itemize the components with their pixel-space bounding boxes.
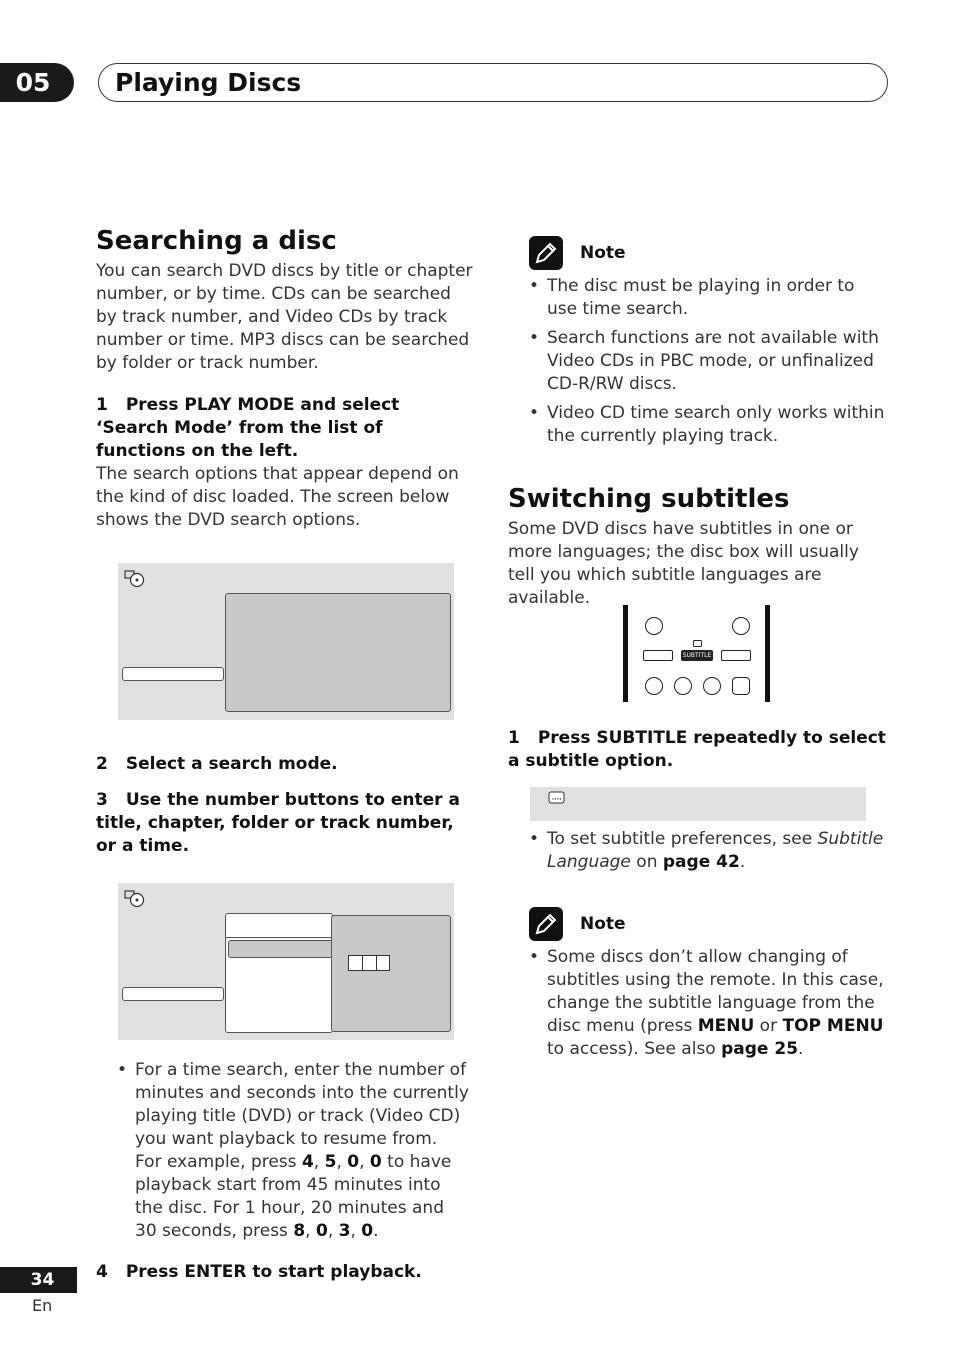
remote-edge (765, 605, 770, 702)
key-digit: 5 (324, 1152, 337, 1172)
disc-icon (124, 570, 146, 588)
menu-reference: Subtitle Language (547, 829, 884, 872)
search-entry-screen (118, 883, 454, 1040)
remote-edge (623, 605, 628, 702)
step-text: Select a search mode. (125, 754, 338, 774)
step-1-searching (96, 394, 474, 463)
subtitles-intro: Some DVD discs have subtitles in one or more languages; the disc box will usually tell you which subtitle languages are available. (508, 519, 859, 608)
remote-button (674, 677, 692, 695)
searching-intro: You can search DVD discs by title or chapter number, or by time. CDs can be searched by track number, and Video CDs by track number or time. MP3 discs can be searched by folder or track number. (96, 261, 473, 373)
bullet-text: on (630, 852, 663, 872)
list-item: • The disc must be playing in order to use time search. (529, 275, 889, 321)
search-mode-menu-item[interactable] (122, 987, 224, 1001)
subtitle-button[interactable]: SUBTITLE (682, 652, 712, 659)
list-item: • Video CD time search only works within the currently playing track. (529, 402, 889, 448)
remote-button (732, 617, 750, 635)
page-reference[interactable]: page 25 (721, 1039, 799, 1059)
key-digit: 0 (369, 1152, 382, 1172)
step-number: 4 (96, 1262, 108, 1282)
bullet-text: Some discs don’t allow changing of subtitles using the remote. In this case, change the subtitle language from the disc menu (press (547, 947, 884, 1036)
bullet-text: to have playback start from 45 minutes into the disc. For 1 hour, 20 minutes and 30 seconds, press (135, 1152, 452, 1241)
step-1-body: The search options that appear depend on the kind of disc loaded. The screen below shows the DVD search options. (96, 464, 459, 530)
step-1-subtitles (508, 727, 888, 773)
subtitle-icon (548, 791, 566, 805)
disc-icon (124, 890, 146, 908)
box-divider (376, 956, 377, 970)
selected-search-type[interactable] (228, 940, 333, 958)
separator: , (336, 1152, 348, 1172)
note-icon (529, 907, 563, 941)
subtitle-display-bar (530, 787, 866, 821)
step-2-searching (96, 753, 338, 776)
separator: , (350, 1221, 362, 1241)
step-number: 3 (96, 790, 108, 810)
note-2-list (529, 946, 889, 1061)
number-entry-boxes[interactable] (348, 955, 390, 971)
key-digit: 0 (315, 1221, 328, 1241)
remote-button (721, 650, 751, 661)
bullet-end: . (373, 1221, 379, 1241)
search-entry-panel (331, 915, 451, 1032)
subtitle-icon (693, 640, 703, 648)
key-name: MENU (697, 1016, 755, 1036)
search-mode-screen (118, 563, 454, 720)
search-type-list (225, 913, 333, 1033)
remote-button (732, 677, 750, 695)
bullet-text: or (754, 1016, 783, 1036)
step-number: 1 (96, 395, 108, 415)
list-item (529, 828, 889, 874)
key-digit: 0 (361, 1221, 374, 1241)
separator: , (313, 1152, 325, 1172)
note-label: Note (580, 914, 626, 934)
page-language: En (32, 1296, 53, 1315)
section-title-subtitles: Switching subtitles (508, 484, 790, 514)
chapter-number-badge: 05 (0, 63, 74, 102)
bullet-text: For a time search, enter the number of minutes and seconds into the currently playing title (DVD) or track (Video CD) you want playback to resume from. For example, press (135, 1060, 469, 1172)
bullet-end: . (739, 852, 746, 872)
note-icon (529, 236, 563, 270)
bullet-text: to access). See also (547, 1039, 722, 1059)
box-divider (362, 956, 363, 970)
divider (225, 937, 331, 938)
key-name: TOP MENU (782, 1016, 884, 1036)
step-3-searching (96, 789, 476, 858)
page-reference[interactable]: page 42 (662, 852, 740, 872)
list-item (117, 1059, 469, 1243)
subtitle-pref-list (529, 828, 889, 874)
remote-button (645, 677, 663, 695)
list-item: • Search functions are not available with Video CDs in PBC mode, or unfinalized CD-R/RW discs. (529, 327, 889, 396)
step-text: Press SUBTITLE repeatedly to select a subtitle option. (508, 728, 886, 771)
note-label: Note (580, 243, 626, 263)
search-options-panel (225, 593, 451, 712)
time-search-bullet-list (117, 1059, 469, 1243)
step-text: Use the number buttons to enter a title, chapter, folder or track number, or a time. (96, 790, 460, 856)
pencil-icon (529, 907, 563, 941)
key-digit: 3 (338, 1221, 351, 1241)
list-item (529, 946, 889, 1061)
key-digit: 0 (347, 1152, 360, 1172)
pencil-icon (529, 236, 563, 270)
note-1-list (529, 275, 889, 448)
step-number: 2 (96, 754, 108, 774)
key-digit: 8 (293, 1221, 306, 1241)
bullet-text: To set subtitle preferences, see (547, 829, 818, 849)
bullet-end: . (798, 1039, 804, 1059)
remote-button (643, 650, 673, 661)
step-text: Press ENTER to start playback. (125, 1262, 422, 1282)
step-text: Press PLAY MODE and select ‘Search Mode’ from the list of functions on the left. (96, 395, 400, 461)
page-number: 34 (0, 1267, 77, 1293)
separator: , (327, 1221, 339, 1241)
search-mode-menu-item[interactable] (122, 667, 224, 681)
separator: , (359, 1152, 370, 1172)
step-4-searching (96, 1261, 422, 1284)
key-digit: 4 (301, 1152, 314, 1172)
remote-control-illustration (623, 605, 773, 702)
step-number: 1 (508, 728, 520, 748)
chapter-title: Playing Discs (115, 68, 302, 97)
remote-button (703, 677, 721, 695)
section-title-searching: Searching a disc (96, 226, 337, 256)
separator: , (305, 1221, 316, 1241)
remote-button (645, 617, 663, 635)
